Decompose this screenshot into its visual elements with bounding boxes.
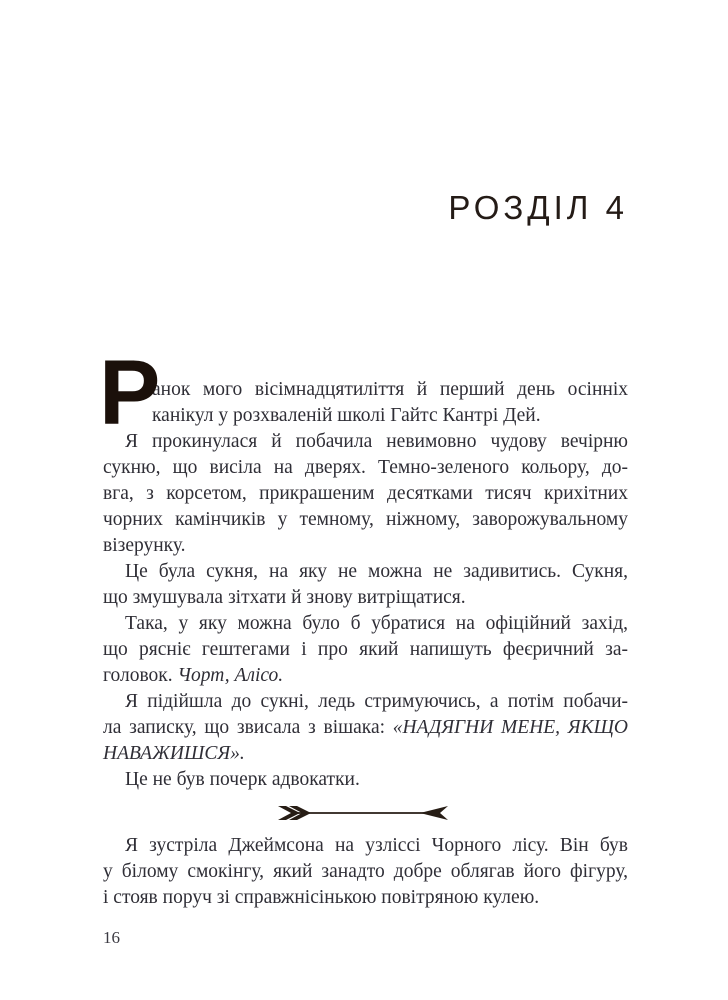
text-line: анок мого вісімнадцятиліття й перший день осінніх — [152, 379, 628, 400]
paragraph — [103, 611, 628, 689]
text-line: сукню, що висіла на дверях. Темно-зеленого кольору, до- — [103, 457, 628, 478]
text-line: у білому смокінгу, який занадто добре облягав його фігуру, — [103, 861, 628, 882]
paragraph — [103, 559, 628, 611]
text-line: і стояв поруч зі справжнісінькою повітряною кулею. — [103, 887, 540, 908]
text-line: Я підійшла до сукні, ледь стримуючись, а потім побачи- — [125, 691, 628, 712]
text-line: головок. Чорт, Алісо. — [103, 665, 284, 686]
text-line: Це була сукня, на яку не можна не задивитись. Сукня, — [125, 561, 628, 582]
text-line: Я прокинулася й побачила невимовно чудову вечірню — [125, 431, 628, 452]
paragraph — [103, 767, 628, 793]
paragraph — [103, 429, 628, 559]
body-text — [99, 342, 628, 911]
text-line: НАВАЖИШСЯ». — [103, 743, 245, 764]
text-line: що змушувала зітхати й знову витріщатися. — [103, 587, 466, 608]
text-line: ла записку, що звисала з вішака: «НАДЯГНИ МЕНЕ, ЯКЩО — [103, 717, 628, 738]
text-line: чорних камінчиків у темному, ніжному, заворожувальному — [103, 509, 628, 530]
text-line: що рясніє гештегами і про який напишуть феєричний за- — [103, 639, 628, 660]
paragraph — [103, 689, 628, 767]
paragraph — [103, 833, 628, 911]
text-line: Така, у яку можна було б убратися на офіційний захід, — [125, 613, 628, 634]
section-divider — [103, 793, 628, 833]
text-line: Це не був почерк адвокатки. — [125, 769, 360, 790]
text-line: візерунку. — [103, 535, 186, 556]
text-line: Я зустріла Джеймсона на узліссі Чорного лісу. Він був — [125, 835, 628, 856]
drop-cap: Р — [99, 342, 161, 444]
arrow-divider-icon — [276, 805, 456, 821]
drop-cap-lines — [152, 377, 628, 429]
chapter-title: РОЗДІЛ 4 — [448, 189, 628, 226]
text-line: вга, з корсетом, прикрашеним десятками тисяч крихітних — [103, 483, 628, 504]
page-number: 16 — [103, 928, 120, 947]
text-line: канікул у розхваленій школі Гайтс Кантрі Дей. — [152, 405, 541, 426]
